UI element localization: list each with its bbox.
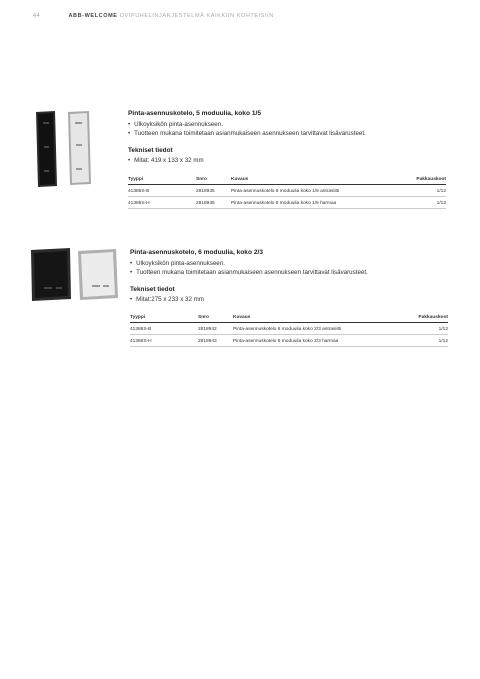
cell-description: Pinta-asennuskotelo 5 moduulia koko 1/5 antrasiitti — [231, 185, 406, 197]
table-row — [128, 197, 446, 209]
product-image-1 — [33, 110, 101, 193]
column-header-description: Kuvaus — [233, 313, 408, 323]
column-header-description: Kuvaus — [231, 175, 406, 185]
cell-type: 41385S-H — [128, 197, 196, 209]
column-header-snro: Snro — [198, 313, 233, 323]
product-table-1 — [128, 175, 446, 209]
cell-snro: 2818935 — [196, 197, 231, 209]
cell-description: Pinta-asennuskotelo 6 moduulia koko 2/3 antrasiitti — [233, 323, 408, 335]
table-header-row — [130, 313, 448, 323]
cell-package: 1/12 — [406, 185, 446, 197]
feature-item: • Tuotteen mukana toimitetaan asianmukaiseen asennukseen tarvittavat lisävarusteet. — [128, 129, 448, 138]
column-header-snro: Snro — [196, 175, 231, 185]
cell-package: 1/12 — [406, 197, 446, 209]
cell-type: 41386S-H — [130, 335, 198, 347]
product-title-2: Pinta-asennuskotelo, 6 moduulia, koko 2/3 — [130, 249, 264, 256]
tech-heading-2: Tekniset tiedot — [130, 286, 175, 293]
column-header-package: Pakkauskoot — [406, 175, 446, 185]
table-row — [130, 323, 448, 335]
cell-package: 1/12 — [408, 335, 448, 347]
cell-snro: 2818942 — [198, 323, 233, 335]
tech-spec-item: • Mitat:275 x 233 x 32 mm — [130, 295, 450, 304]
column-header-type: Tyyppi — [130, 313, 198, 323]
table-header-row — [128, 175, 446, 185]
tech-heading-1: Tekniset tiedot — [128, 147, 173, 154]
cell-type: 41386S-B — [130, 323, 198, 335]
anthracite-enclosure-image — [36, 111, 57, 187]
cell-package: 1/12 — [408, 323, 448, 335]
product-features-2 — [130, 259, 450, 277]
tech-specs-2 — [130, 295, 450, 304]
brand-name: ABB-WELCOME — [68, 13, 118, 19]
tech-specs-1 — [128, 156, 448, 165]
table-row — [128, 185, 446, 197]
feature-item: • Ulkoyksikön pinta-asennukseen. — [130, 259, 450, 268]
product-table-2 — [130, 313, 448, 347]
cell-snro: 2818943 — [198, 335, 233, 347]
product-image-2 — [30, 247, 122, 308]
product-title-1: Pinta-asennuskotelo, 5 moduulia, koko 1/5 — [128, 110, 262, 117]
grey-enclosure-image — [68, 111, 91, 185]
feature-item: • Ulkoyksikön pinta-asennukseen. — [128, 120, 448, 129]
anthracite-enclosure-image — [31, 248, 71, 301]
cell-description: Pinta-asennuskotelo 5 moduulia koko 1/5 harmaa — [231, 197, 406, 209]
feature-item: • Tuotteen mukana toimitetaan asianmukaiseen asennukseen tarvittavat lisävarusteet. — [130, 268, 450, 277]
cell-snro: 2818935 — [196, 185, 231, 197]
table-row — [130, 335, 448, 347]
tech-spec-item: • Mitat: 419 x 133 x 32 mm — [128, 156, 448, 165]
column-header-type: Tyyppi — [128, 175, 196, 185]
cell-type: 41385S-B — [128, 185, 196, 197]
page-number: 44 — [33, 13, 41, 19]
column-header-package: Pakkauskoot — [408, 313, 448, 323]
header-subtitle: OVIPUHELINJÄRJESTELMÄ KAIKKIIN KOHTEISIIN — [119, 13, 274, 19]
cell-description: Pinta-asennuskotelo 6 moduulia koko 2/3 harmaa — [233, 335, 408, 347]
grey-enclosure-image — [78, 249, 118, 300]
product-features-1 — [128, 120, 448, 138]
page-header — [33, 13, 274, 19]
